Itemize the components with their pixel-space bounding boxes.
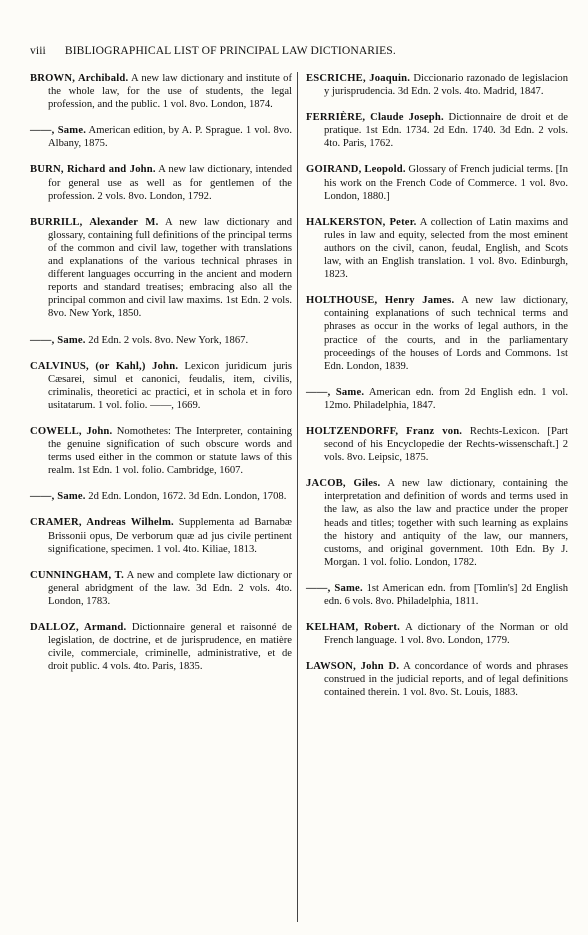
entry-text: 2d Edn. 2 vols. 8vo. New York, 1867. — [85, 334, 249, 346]
dictionary-entry — [306, 582, 568, 608]
dictionary-entry — [30, 334, 292, 347]
dictionary-entry: ESCRICHE, Joaquin. Diccionario razonado de legislacion y jurisprudencia. 3d Edn. 2 vols. 4to. Madrid, 1847. — [306, 73, 568, 98]
entry-heading: HOLTZENDORFF, Franz von. — [306, 425, 463, 437]
dictionary-entry — [30, 569, 292, 608]
dictionary-entry — [30, 490, 292, 503]
dictionary-entry — [306, 425, 568, 464]
dictionary-entry — [30, 216, 292, 321]
column-divider — [297, 72, 298, 922]
entry-text: A new law dictionary and glossary, containing full definitions of the principal terms of the common and civil law, together with translations and explanations of the various technical phrases in different languages occurring in the ancient and modern reports and standard treatises; embracing also all the principal common and civil law maxims. 1st Edn. 2 vols. 8vo. New York, 1850. — [48, 216, 292, 320]
entry-heading: BURN, Richard and John. — [30, 164, 156, 176]
entry-heading: BURRILL, Alexander M. — [30, 216, 159, 228]
entry-heading: CRAMER, Andreas Wilhelm. — [30, 517, 174, 529]
entry-text: Dictionnaire de droit et de pratique. 1st Edn. 1734. 2d Edn. 1740. 3d Edn. 2 vols. 4to. Paris, 1762. — [324, 112, 568, 150]
entry-text: Lexicon juridicum juris Cæsarei, simul et canonici, feudalis, item, civilis, criminalis, theoretici ac practici, et in schola et in foro usitatarum. 1 vol. folio. ——, 1669. — [48, 360, 292, 411]
dictionary-entry — [30, 163, 292, 202]
dictionary-entry — [30, 425, 292, 477]
entry-heading: GOIRAND, Leopold. — [306, 164, 406, 176]
entry-heading: LAWSON, John D. — [306, 661, 400, 673]
entry-heading: COWELL, John. — [30, 425, 113, 437]
page-header — [30, 44, 560, 57]
entry-text: American edition, by A. P. Sprague. 1 vol. 8vo. Albany, 1875. — [48, 125, 292, 150]
entry-heading: ——, Same. — [30, 491, 86, 503]
dictionary-entry — [30, 124, 292, 150]
entry-heading: ——, Same. — [306, 386, 365, 398]
entry-heading: CUNNINGHAM, T. — [30, 569, 124, 581]
entry-text: 2d Edn. London, 1672. 3d Edn. London, 1708. — [85, 491, 287, 503]
entry-heading: BROWN, Archibald. — [30, 73, 129, 84]
entry-heading: ——, Same. — [30, 334, 86, 346]
entry-text: A new law dictionary, containing explanations of such technical terms and phrases as occur in the works of legal authors, in the practice of the courts, and in the parliamentary proceedings of the houses of Lords and Commons. 1st Edn. London, 1839. — [324, 295, 568, 372]
entry-text: A new law dictionary, containing the interpretation and definition of words and terms used in the law, as also the law and practice under the proper heads and titles; together with such learning as explains the history and antiquity of the law, our manners, customs, and original government. 10th Edn. By J. Morgan. 1 vol. folio. London, 1782. — [324, 478, 568, 568]
dictionary-entry — [306, 111, 568, 150]
entry-text: Glossary of French judicial terms. [In his work on the French Code of Commerce. 1 vol. 8vo. London, 1880.] — [324, 164, 569, 202]
dictionary-entry — [306, 621, 568, 647]
entry-text: Supplementa ad Barnabæ Brissonii opus, De verborum quæ ad jus civile pertinent significatione, specimen. 1 vol. 4to. Kiliae, 1813. — [48, 517, 292, 555]
entry-heading: DALLOZ, Armand. — [30, 622, 127, 633]
dictionary-entry — [306, 660, 568, 699]
right-column — [306, 72, 568, 713]
dictionary-entry — [30, 360, 292, 412]
entry-heading: FERRIÈRE, Claude Joseph. — [306, 112, 444, 124]
entry-text: American edn. from 2d English edn. 1 vol. 12mo. Philadelphia, 1847. — [324, 386, 569, 411]
left-column — [30, 72, 292, 686]
entry-text: A new law dictionary and institute of the whole law, for the use of students, the legal profession, and the public. 1 vol. 8vo. London, 1874. — [48, 73, 292, 111]
dictionary-entry — [306, 477, 568, 569]
entry-text: A dictionary of the Norman or old French language. 1 vol. 8vo. London, 1779. — [324, 622, 569, 647]
page-title: BIBLIOGRAPHICAL LIST OF PRINCIPAL LAW DICTIONARIES. — [64, 44, 396, 57]
dictionary-entry — [306, 216, 568, 281]
entry-heading: HALKERSTON, Peter. — [306, 216, 417, 228]
dictionary-entry — [306, 163, 568, 202]
dictionary-entry — [30, 621, 292, 673]
dictionary-entry — [306, 294, 568, 373]
entry-text: A new and complete law dictionary or general abridgment of the law. 3d Edn. 2 vols. 4to. London, 1783. — [48, 569, 292, 607]
entry-heading: ——, Same. — [306, 582, 363, 594]
entry-heading: CALVINUS, (or Kahl,) John. — [30, 360, 179, 372]
page-number: viii — [30, 44, 46, 57]
entry-heading: JACOB, Giles. — [306, 478, 381, 490]
entry-text: Diccionario razonado de legislacion y jurisprudencia. 3d Edn. 2 vols. 4to. Madrid, 1847. — [324, 73, 568, 98]
entry-heading: ——, Same. — [30, 125, 87, 137]
entry-heading: HOLTHOUSE, Henry James. — [306, 295, 455, 307]
entry-text: Nomothetes: The Interpreter, containing the genuine signification of such obscure words and terms used either in the common or statute laws of this realm. 1st Edn. 1 vol. folio. Cambridge, 1607. — [48, 425, 292, 477]
dictionary-entry — [306, 386, 568, 412]
entry-text: Rechts-Lexicon. [Part second of his Encyclopedie der Rechts-wissenschaft.] 2 vols. 8vo. Leipsic, 1875. — [324, 425, 569, 464]
dictionary-entry — [30, 72, 292, 111]
entry-text: 1st American edn. from [Tomlin's] 2d English edn. 6 vols. 8vo. Philadelphia, 1811. — [324, 582, 569, 607]
entry-text: A collection of Latin maxims and rules in law and equity, selected from the most eminent authors on the civil, canon, feudal, English, and Scots law, with an English translation. 1 vol. 8vo. Edinburgh, 1823. — [324, 216, 569, 281]
entry-text: A new law dictionary, intended for general use as well as for gentlemen of the profession. 2 vols. 8vo. London, 1792. — [48, 164, 292, 202]
entry-heading: KELHAM, Robert. — [306, 622, 401, 634]
entry-text: Dictionnaire general et raisonné de legislation, de doctrine, et de jurisprudence, en matière civile, commerciale, criminelle, administrative, et de droit public. 4 vols. 4to. Paris, 1835. — [48, 622, 293, 673]
entry-text: A concordance of words and phrases construed in the judicial reports, and of legal definitions contained therein. 1 vol. 8vo. St. Louis, 1883. — [324, 661, 568, 699]
dictionary-entry — [30, 516, 292, 555]
